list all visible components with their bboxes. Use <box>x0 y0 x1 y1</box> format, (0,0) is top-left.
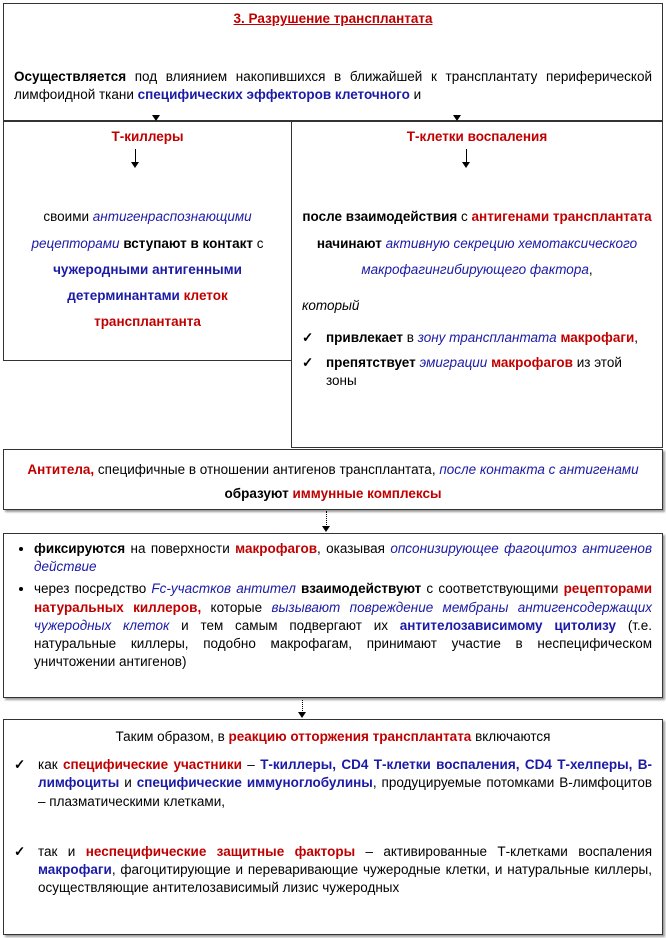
nk-receptors: рецепторами натуральных киллеров, <box>34 581 652 615</box>
box-t-killers <box>3 121 292 361</box>
form-word: образуют <box>224 486 293 502</box>
text-and: и <box>409 87 422 103</box>
comma: , <box>588 261 593 277</box>
immune-complexes: иммунные комплексы <box>292 486 442 502</box>
box1-title <box>14 10 652 28</box>
rendering: , оказывая <box>317 541 391 556</box>
active-secretion: активную секрецию хемотаксического макрофагингибирующего фактора <box>361 235 638 277</box>
after-interaction: после взаимодействия <box>302 209 458 225</box>
begin-word: начинают <box>316 235 386 251</box>
checkmark-icon: ✓ <box>14 757 26 773</box>
activated-by: – активированные Т-клетками воспаления <box>355 843 652 859</box>
through-word: через посредство <box>34 581 152 597</box>
thus-subject: и тем самым подвергают их <box>169 617 400 633</box>
which-cause: которые <box>201 599 272 615</box>
natural-killers-line: и натуральные киллеры, осуществляющие антителозависимый лизис чужеродных <box>38 862 652 896</box>
produced-by: , продуцируемые потомками В-лимфоцитов – плазматическими клетками, <box>38 775 652 809</box>
macrophages-3: макрофагов <box>235 541 318 556</box>
nk-explanation: (т.е. натуральные киллеры, подобно макрофагам, принимают участие в неспецифическом уничтожении антигенов) <box>34 617 653 670</box>
rejection-reaction: реакцию отторжения трансплантата <box>228 729 472 744</box>
title-transplant-destruction: 3. Разрушение трансплантата <box>233 11 433 26</box>
t-killers-determinants: чужеродными антигенными детерминантами <box>53 261 242 304</box>
box-conclusion <box>3 719 663 935</box>
antibody-cytolysis: антителозависимому цитолизу <box>399 617 617 633</box>
nonspecific-factors: неспецифические защитные факторы <box>85 843 356 859</box>
check-attracts <box>302 329 652 347</box>
macrophages: макрофаги <box>560 330 635 346</box>
inflammation-arrow-head <box>462 162 470 168</box>
interact: взаимодействуют <box>295 581 422 597</box>
fc-sites: Fc-участков антител <box>151 581 296 597</box>
t-killers-with: с <box>252 235 264 251</box>
t-killers-cells: клеток трансплантанта <box>94 288 228 330</box>
checkmark-icon: ✓ <box>14 843 26 859</box>
connector-5-6-head <box>298 712 306 718</box>
transplant-zone: зону трансплантата <box>417 330 557 346</box>
checkmark-icon: ✓ <box>302 354 314 370</box>
transplant-antigens: антигенами трансплантата <box>471 209 652 225</box>
on-surface: на поверхности <box>125 541 236 556</box>
thus-word: Таким образом, в <box>115 729 229 744</box>
conclusion-header <box>14 728 652 746</box>
which-label: который <box>302 298 360 314</box>
so-and: так и <box>38 843 86 859</box>
phagocytizing: , фагоцитирующие и переваривающие чужеродные клетки, <box>111 862 490 878</box>
checkmark-icon: ✓ <box>302 330 314 346</box>
text-under-influence: под влиянием накопившихся в ближайшей к трансплантату периферической лимфоидной ткани <box>14 69 652 103</box>
check-specific <box>14 756 652 811</box>
with-word: с <box>457 209 472 225</box>
text-specific-effectors: специфических эффекторов клеточного <box>137 87 410 103</box>
t-killers-title-row <box>14 128 281 146</box>
inflammation-text <box>302 204 652 283</box>
box-transplant-destruction <box>3 3 663 121</box>
t-killers-receptors: антигенраспознающими рецепторами <box>31 209 252 251</box>
cell-list: Т-киллеры, CD4 Т-клетки воспаления, CD4 Т-хелперы, В-лимфоциты <box>38 757 652 791</box>
specific-to-antigens: специфичные в отношении антигенов трансплантата, <box>94 462 440 477</box>
membrane-damage: вызывают повреждение мембраны антигенсодержащих чужеродных клеток <box>34 599 653 633</box>
dash: – <box>241 757 261 773</box>
as-word: как <box>38 757 63 773</box>
complex-actions-list <box>14 540 652 672</box>
opsonizing-action: опсонизирующее фагоцитоз антигенов действие <box>34 541 652 575</box>
t-killers-arrow-line <box>135 149 136 163</box>
and-word: и <box>119 775 137 791</box>
prevents: препятствует <box>326 354 416 370</box>
macrophages-4: макрофаги <box>38 862 112 878</box>
connector-4-5-head <box>322 526 330 532</box>
specific-participants: специфические участники <box>62 757 242 773</box>
attracts: привлекает <box>326 330 403 346</box>
with-corresponding: с соответствующими <box>421 581 564 597</box>
t-killers-contact: вступают в контакт <box>119 235 253 251</box>
box1-text <box>14 68 652 104</box>
box-immune-complex-actions <box>3 533 663 698</box>
from-zone: из этой зоны <box>326 354 622 388</box>
box-antibodies <box>3 449 663 510</box>
text-implemented: Осуществляется <box>14 69 127 85</box>
after-contact: после контакта с антигенами <box>439 462 639 477</box>
antibodies-text <box>18 458 648 507</box>
fixed-word: фиксируются <box>34 541 126 556</box>
macrophages-2: макрофагов <box>491 354 573 370</box>
t-killers-text <box>14 204 281 336</box>
list-item <box>34 580 652 671</box>
t-killers-arrow-head <box>131 162 139 168</box>
comma2: , <box>634 330 639 346</box>
specific-immunoglobulins: специфические иммуноглобулины <box>136 775 373 791</box>
antibodies: Антитела, <box>27 462 95 477</box>
check-nonspecific <box>14 843 652 898</box>
t-killers-title: Т-киллеры <box>111 129 184 144</box>
t-killers-by-their: своими <box>43 209 93 225</box>
inflammation-arrow-line <box>466 149 467 163</box>
included-word: включаются <box>471 729 551 744</box>
inflammation-title-row <box>302 128 652 146</box>
emigration: эмиграции <box>419 354 488 370</box>
in-word: в <box>402 330 418 346</box>
list-item <box>34 540 652 576</box>
check-prevents <box>302 354 652 390</box>
box-inflammation-t-cells <box>291 121 663 448</box>
inflammation-title: Т-клетки воспаления <box>406 129 548 144</box>
